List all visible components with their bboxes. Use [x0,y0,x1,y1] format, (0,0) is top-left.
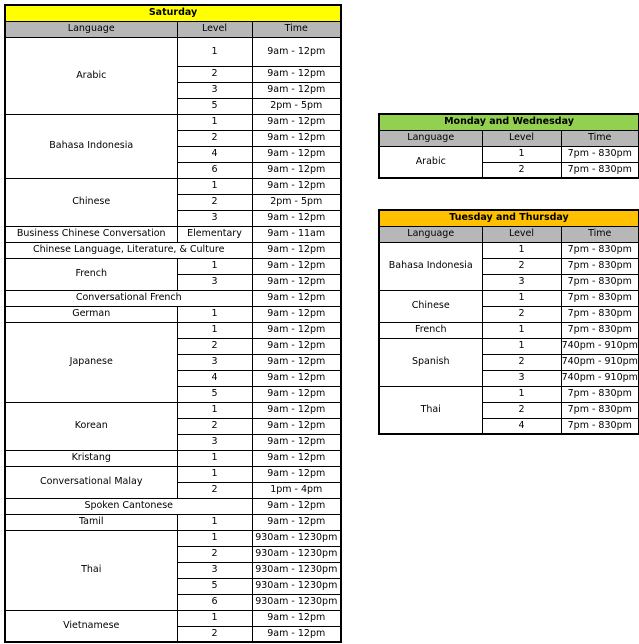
level-cell: 2 [177,338,252,354]
language-cell: German [5,306,177,322]
language-cell: Conversational Malay [5,466,177,498]
level-cell: 6 [177,162,252,178]
level-cell: 1 [177,530,252,546]
level-cell: 3 [177,82,252,98]
level-cell: 2 [482,402,561,418]
tuesday-thursday-schedule-table [378,209,639,435]
language-cell: Spoken Cantonese [5,498,252,514]
time-cell: 930am - 1230pm [252,546,341,562]
time-cell: 930am - 1230pm [252,578,341,594]
level-cell: 3 [177,274,252,290]
level-cell: 1 [177,114,252,130]
table-row [5,242,341,258]
time-cell: 7pm - 830pm [561,258,639,274]
time-cell: 9am - 12pm [252,610,341,626]
level-cell: 1 [177,402,252,418]
level-cell: 1 [177,306,252,322]
time-cell: 9am - 12pm [252,162,341,178]
time-cell: 9am - 12pm [252,386,341,402]
level-cell: 2 [177,482,252,498]
column-header-time: Time [561,226,639,242]
table-row [379,146,639,162]
time-cell: 9am - 12pm [252,258,341,274]
level-cell: 1 [177,258,252,274]
level-cell: 3 [177,562,252,578]
table-row [379,322,639,338]
level-cell: 1 [177,514,252,530]
level-cell: Elementary [177,226,252,242]
column-header-language: Language [379,226,482,242]
level-cell: 2 [177,626,252,642]
level-cell: 4 [177,370,252,386]
level-cell: 1 [482,386,561,402]
time-cell: 930am - 1230pm [252,562,341,578]
table-row [5,178,341,194]
level-cell: 5 [177,578,252,594]
time-cell: 9am - 12pm [252,626,341,642]
time-cell: 9am - 12pm [252,466,341,482]
tuesday-thursday-title: Tuesday and Thursday [379,210,639,226]
time-cell: 9am - 12pm [252,37,341,66]
level-cell: 1 [482,242,561,258]
column-header-time: Time [252,21,341,37]
language-cell: Vietnamese [5,610,177,642]
time-cell: 9am - 12pm [252,82,341,98]
time-cell: 7pm - 830pm [561,322,639,338]
level-cell: 3 [482,370,561,386]
level-cell: 3 [482,274,561,290]
language-cell: Bahasa Indonesia [379,242,482,290]
language-cell: Conversational French [5,290,252,306]
table-row [5,530,341,546]
time-cell: 9am - 12pm [252,274,341,290]
level-cell: 2 [482,354,561,370]
table-row [5,226,341,242]
table-row [5,114,341,130]
column-header-language: Language [5,21,177,37]
level-cell: 4 [177,146,252,162]
level-cell: 2 [177,418,252,434]
table-row [379,242,639,258]
table-row [5,466,341,482]
time-cell: 9am - 12pm [252,290,341,306]
language-cell: Arabic [5,37,177,114]
level-cell: 2 [177,546,252,562]
language-cell: Chinese Language, Literature, & Culture [5,242,252,258]
time-cell: 9am - 12pm [252,114,341,130]
table-row [5,37,341,66]
table-row [379,338,639,354]
language-cell: Bahasa Indonesia [5,114,177,178]
time-cell: 9am - 12pm [252,498,341,514]
table-row [379,290,639,306]
time-cell: 7pm - 830pm [561,306,639,322]
table-row [5,402,341,418]
language-cell: Tamil [5,514,177,530]
time-cell: 9am - 12pm [252,402,341,418]
time-cell: 7pm - 830pm [561,386,639,402]
level-cell: 5 [177,386,252,402]
language-cell: Spanish [379,338,482,386]
time-cell: 2pm - 5pm [252,194,341,210]
table-row [5,306,341,322]
monday-wednesday-title: Monday and Wednesday [379,114,639,130]
language-cell: Thai [5,530,177,610]
column-header-level: Level [482,130,561,146]
time-cell: 9am - 12pm [252,322,341,338]
level-cell: 1 [482,146,561,162]
column-header-time: Time [561,130,639,146]
table-row [5,514,341,530]
level-cell: 2 [177,66,252,82]
level-cell: 1 [177,178,252,194]
level-cell: 1 [482,322,561,338]
level-cell: 6 [177,594,252,610]
level-cell: 1 [482,338,561,354]
time-cell: 9am - 12pm [252,338,341,354]
level-cell: 1 [177,466,252,482]
time-cell: 930am - 1230pm [252,594,341,610]
level-cell: 2 [177,130,252,146]
language-cell: French [5,258,177,290]
time-cell: 7pm - 830pm [561,290,639,306]
monday-wednesday-schedule-table [378,113,639,179]
level-cell: 3 [177,210,252,226]
time-cell: 7pm - 830pm [561,146,639,162]
language-cell: Korean [5,402,177,450]
time-cell: 9am - 12pm [252,210,341,226]
time-cell: 9am - 12pm [252,242,341,258]
table-row [379,386,639,402]
column-header-level: Level [482,226,561,242]
level-cell: 5 [177,98,252,114]
time-cell: 7pm - 830pm [561,242,639,258]
level-cell: 2 [482,258,561,274]
time-cell: 9am - 11am [252,226,341,242]
time-cell: 9am - 12pm [252,418,341,434]
level-cell: 4 [482,418,561,434]
table-row [5,498,341,514]
language-cell: French [379,322,482,338]
time-cell: 930am - 1230pm [252,530,341,546]
language-cell: Japanese [5,322,177,402]
time-cell: 7pm - 830pm [561,418,639,434]
language-cell: Arabic [379,146,482,178]
time-cell: 740pm - 910pm [561,338,639,354]
language-cell: Thai [379,386,482,434]
saturday-schedule-table [4,4,342,643]
level-cell: 1 [177,610,252,626]
saturday-title: Saturday [5,5,341,21]
time-cell: 9am - 12pm [252,450,341,466]
level-cell: 3 [177,434,252,450]
table-row [5,290,341,306]
time-cell: 9am - 12pm [252,130,341,146]
table-row [5,322,341,338]
level-cell: 1 [177,37,252,66]
time-cell: 2pm - 5pm [252,98,341,114]
time-cell: 9am - 12pm [252,354,341,370]
time-cell: 9am - 12pm [252,178,341,194]
table-row [5,610,341,626]
time-cell: 9am - 12pm [252,146,341,162]
language-cell: Kristang [5,450,177,466]
table-row [5,450,341,466]
level-cell: 1 [177,450,252,466]
time-cell: 9am - 12pm [252,370,341,386]
time-cell: 7pm - 830pm [561,402,639,418]
level-cell: 1 [482,290,561,306]
level-cell: 2 [177,194,252,210]
level-cell: 2 [482,306,561,322]
language-cell: Business Chinese Conversation [5,226,177,242]
level-cell: 1 [177,322,252,338]
column-header-language: Language [379,130,482,146]
time-cell: 9am - 12pm [252,66,341,82]
time-cell: 9am - 12pm [252,434,341,450]
level-cell: 3 [177,354,252,370]
time-cell: 9am - 12pm [252,306,341,322]
time-cell: 740pm - 910pm [561,354,639,370]
time-cell: 7pm - 830pm [561,162,639,178]
column-header-level: Level [177,21,252,37]
level-cell: 2 [482,162,561,178]
time-cell: 7pm - 830pm [561,274,639,290]
table-row [5,258,341,274]
time-cell: 740pm - 910pm [561,370,639,386]
time-cell: 1pm - 4pm [252,482,341,498]
time-cell: 9am - 12pm [252,514,341,530]
language-cell: Chinese [379,290,482,322]
language-cell: Chinese [5,178,177,226]
